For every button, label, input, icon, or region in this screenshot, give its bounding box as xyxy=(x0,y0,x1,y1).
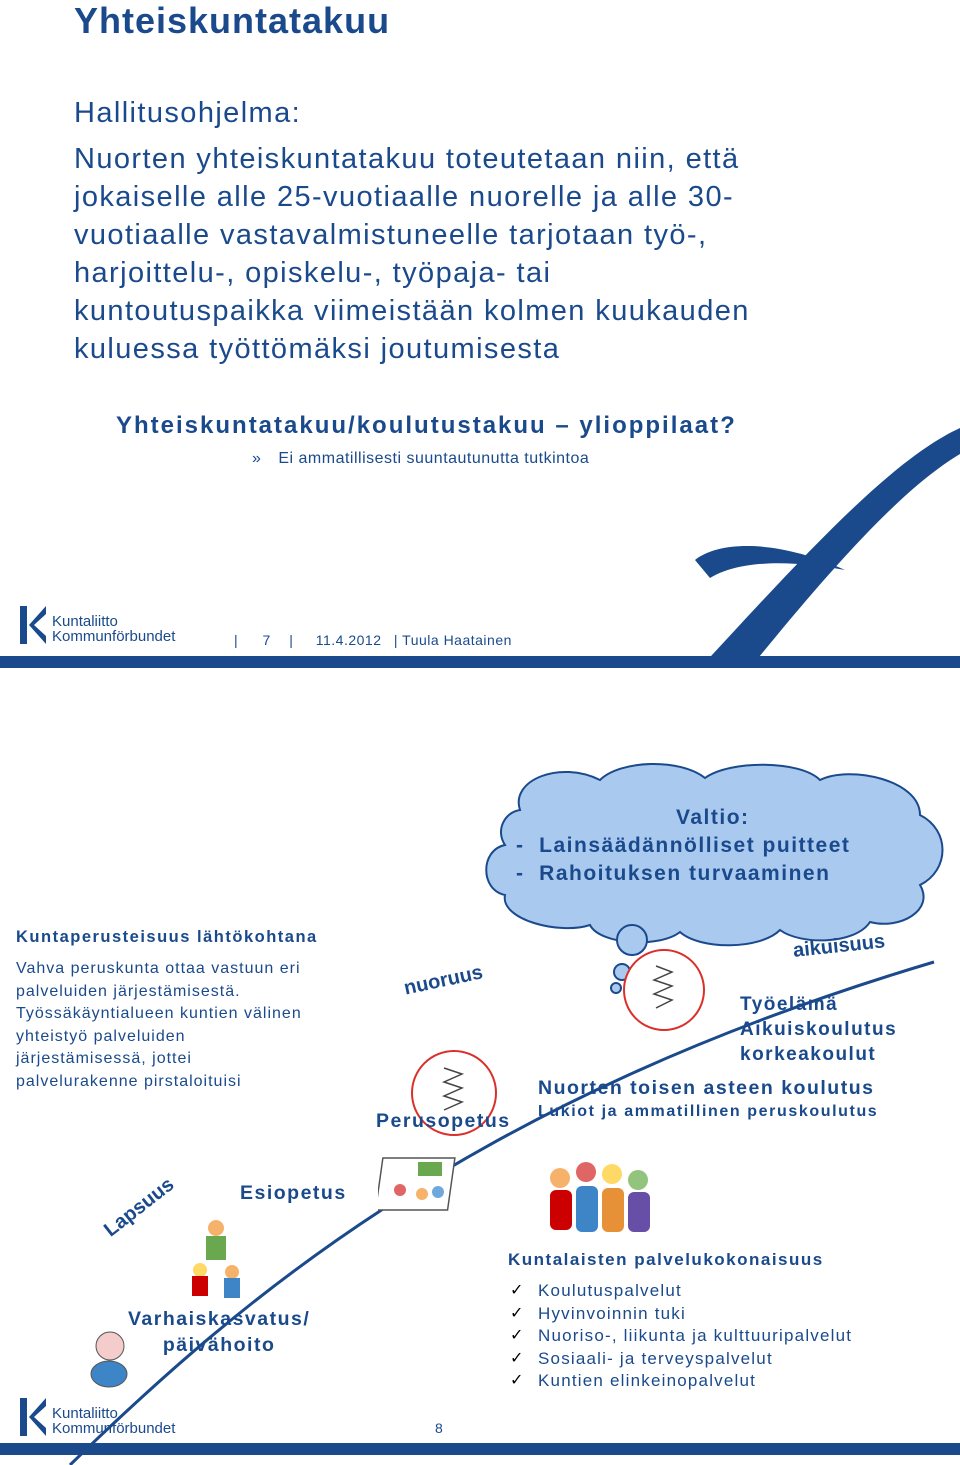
lukiot-label: Lukiot ja ammatillinen peruskoulutus xyxy=(538,1103,879,1120)
page-number: 8 xyxy=(435,1420,444,1436)
left-heading: Kuntaperusteisuus lähtökohtana xyxy=(16,928,318,946)
logo-name-sv: Kommunförbundet xyxy=(52,628,176,645)
varhaiskasvatus-label: Varhaiskasvatus/ päivähoito xyxy=(128,1308,311,1356)
young-people-group-clipart-icon xyxy=(540,1156,660,1240)
nuoruus-label: nuoruus xyxy=(402,961,485,1000)
check-icon: ✓ xyxy=(510,1349,525,1367)
cloud-item: - Rahoituksen turvaaminen xyxy=(516,862,831,885)
body-line: Nuorten yhteiskuntatakuu toteutetaan niin, että xyxy=(74,143,740,175)
logo-name-fi: Kuntaliitto xyxy=(52,1405,118,1422)
slide-7 xyxy=(0,0,960,672)
logo-k-icon xyxy=(20,1398,48,1436)
baby-clipart-icon xyxy=(84,1328,134,1388)
page-number: 7 xyxy=(262,632,271,648)
footer-date: 11.4.2012 xyxy=(315,632,382,648)
aikuisuus-label: aikuisuus xyxy=(792,930,887,962)
logo-k-icon xyxy=(20,606,48,644)
body-line: vuotiaalle vastavalmistuneelle tarjotaan työ-, xyxy=(74,219,708,251)
body-line: kuluessa työttömäksi joutumisesta xyxy=(74,333,561,365)
logo-name-sv: Kommunförbundet xyxy=(52,1420,176,1437)
left-text: Vahva peruskunta ottaa vastuun eri palveluiden järjestämisestä. Työssäkäyntialueen kuntien välinen yhteistyö palveluiden järjestämisessä, jottei palvelurakenne pirstaloituisi xyxy=(16,960,302,1090)
classroom-clipart-icon xyxy=(378,1150,464,1218)
list-item: ✓ Nuoriso-, liikunta ja kulttuuripalvelut xyxy=(510,1325,852,1348)
cloud-title: Valtio: xyxy=(676,806,750,829)
list-item: ✓ Hyvinvoinnin tuki xyxy=(510,1303,852,1326)
lead-text: Hallitusohjelma: xyxy=(74,97,302,129)
slide-title: Yhteiskuntatakuu xyxy=(74,0,391,41)
list-item: ✓ Kuntien elinkeinopalvelut xyxy=(510,1370,852,1393)
perusopetus-label: Perusopetus xyxy=(376,1110,511,1132)
footer-author: Tuula Haatainen xyxy=(402,632,512,648)
logo-name-fi: Kuntaliitto xyxy=(52,613,118,630)
body-paragraph xyxy=(74,140,750,368)
toinen-aste-label: Nuorten toisen asteen koulutus xyxy=(538,1077,875,1099)
esiopetus-label: Esiopetus xyxy=(240,1182,347,1204)
lapsuus-label: Lapsuus xyxy=(100,1173,179,1242)
body-line: jokaiselle alle 25-vuotiaalle nuorelle ja alle 30- xyxy=(74,181,735,213)
body-line: harjoittelu-, opiskelu-, työpaja- tai xyxy=(74,257,552,289)
tyoelama-label: Työelämä Aikuiskoulutus korkeakoulut xyxy=(740,994,898,1065)
bullet-text: Ei ammatillisesti suuntautunutta tutkintoa xyxy=(278,450,590,467)
decorative-swoosh-graphic xyxy=(560,420,960,672)
body-line: kuntoutuspaikka viimeistään kolmen kuukauden xyxy=(74,295,750,327)
slide-footer: | 7 | 11.4.2012 | Tuula Haatainen xyxy=(234,632,512,648)
check-icon: ✓ xyxy=(510,1327,525,1344)
bullet-marker: » xyxy=(252,450,262,467)
bullet-item xyxy=(252,450,589,468)
subheading: Yhteiskuntatakuu/koulutustakuu – ylioppilaat? xyxy=(116,412,737,439)
services-heading: Kuntalaisten palvelukokonaisuus xyxy=(508,1250,824,1269)
cloud-item: - Lainsäädännölliset puitteet xyxy=(516,834,851,857)
slide-8 xyxy=(0,740,960,1465)
services-list xyxy=(510,1280,852,1393)
list-item: ✓ Sosiaali- ja terveyspalvelut xyxy=(510,1348,852,1371)
children-playing-clipart-icon xyxy=(186,1218,252,1302)
check-icon: ✓ xyxy=(510,1372,525,1389)
list-item: ✓ Koulutuspalvelut xyxy=(510,1280,852,1303)
footer-bar xyxy=(0,1443,960,1455)
footer-bar xyxy=(0,656,960,668)
check-icon: ✓ xyxy=(510,1304,525,1322)
check-icon: ✓ xyxy=(510,1282,525,1299)
